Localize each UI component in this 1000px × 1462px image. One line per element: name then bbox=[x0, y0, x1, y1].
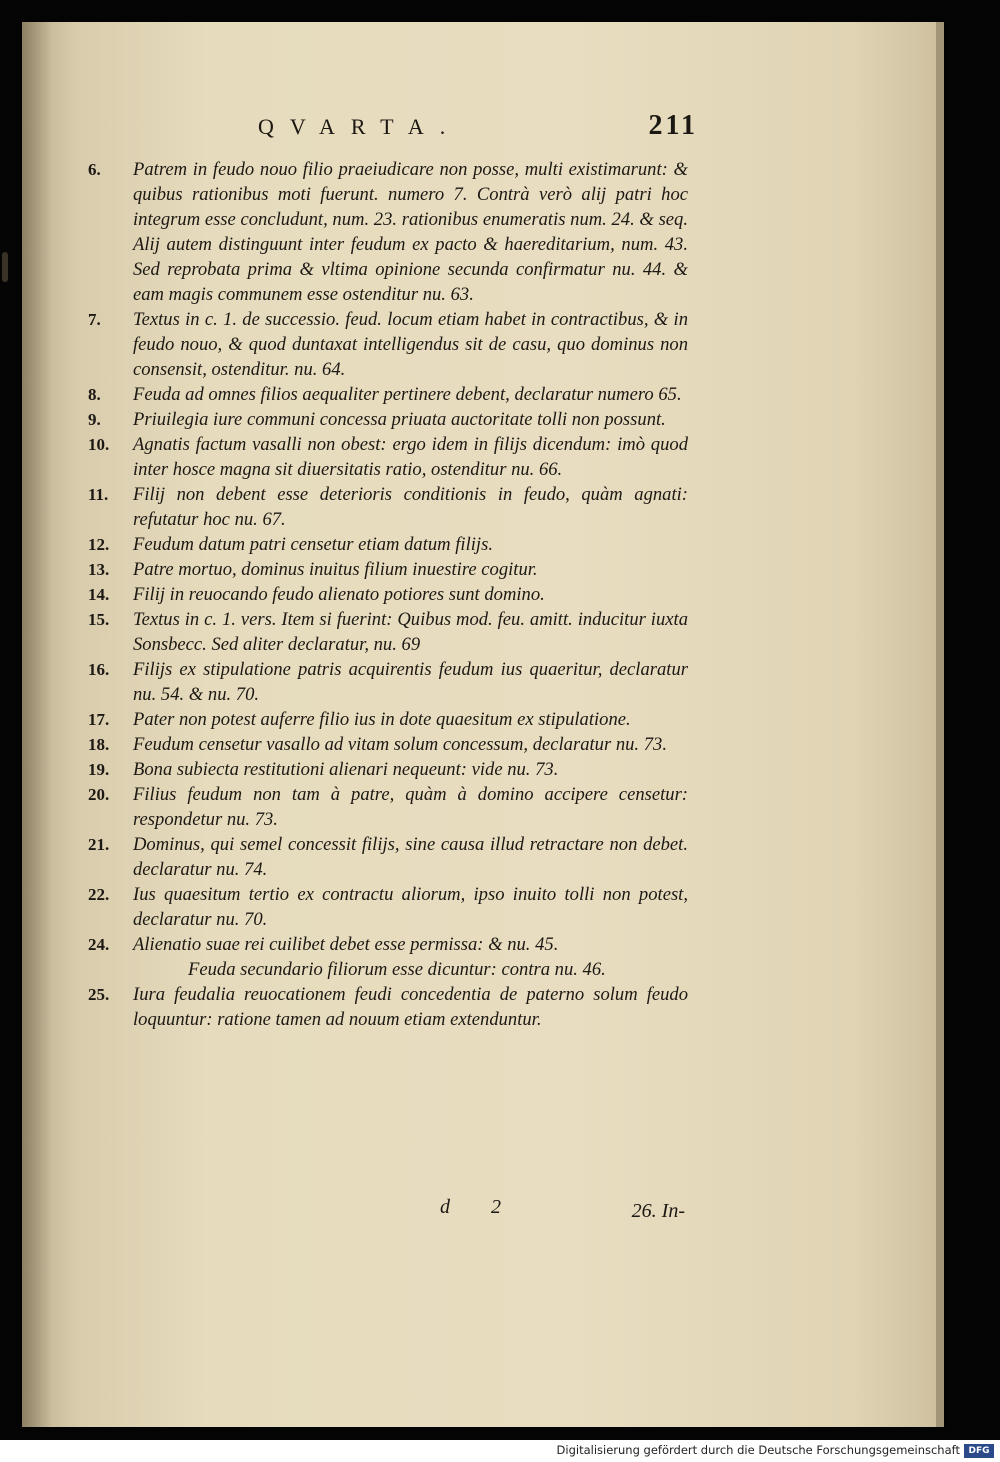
entry-text: Textus in c. 1. vers. Item si fuerint: Quibus mod. feu. amitt. inducitur iuxta Sonsbecc. Sed aliter declaratur, nu. 69 bbox=[133, 609, 688, 655]
entry-number: 15. bbox=[88, 610, 110, 629]
entry-number: 17. bbox=[88, 710, 110, 729]
page-header bbox=[258, 110, 698, 154]
entry-number: 25. bbox=[88, 985, 110, 1004]
index-entry bbox=[88, 157, 688, 307]
entry-number: 14. bbox=[88, 585, 110, 604]
index-entry bbox=[88, 307, 688, 382]
entry-text: Feuda ad omnes filios aequaliter pertinere debent, declaratur numero 65. bbox=[133, 384, 682, 405]
index-entry bbox=[88, 782, 688, 832]
index-entry bbox=[88, 882, 688, 932]
entry-number: 7. bbox=[88, 310, 101, 329]
entry-number: 11. bbox=[88, 485, 109, 504]
entry-number: 8. bbox=[88, 385, 101, 404]
entry-number: 18. bbox=[88, 735, 110, 754]
entry-text: Iura feudalia reuocationem feudi concedentia de paterno solum feudo loquuntur: ratione tamen ad nouum etiam extenduntur. bbox=[133, 984, 688, 1030]
entry-number: 19. bbox=[88, 760, 110, 779]
entry-text: Feudum censetur vasallo ad vitam solum concessum, declaratur nu. 73. bbox=[133, 734, 667, 755]
index-entry bbox=[88, 382, 688, 407]
running-title: QVARTA. bbox=[258, 114, 462, 139]
entry-text: Filijs ex stipulatione patris acquirentis feudum ius quaeritur, declaratur nu. 54. & nu. 70. bbox=[133, 659, 688, 705]
index-entry bbox=[88, 407, 688, 432]
index-entry bbox=[88, 832, 688, 882]
index-entry bbox=[88, 482, 688, 532]
entry-text: Filij non debent esse deterioris conditionis in feudo, quàm agnati: refutatur hoc nu. 67. bbox=[133, 484, 688, 530]
entry-text: Filij in reuocando feudo alienato potiores sunt domino. bbox=[133, 584, 545, 605]
entry-number: 24. bbox=[88, 935, 110, 954]
dfg-logo-icon: DFG bbox=[964, 1444, 994, 1458]
gutter-shadow bbox=[22, 22, 52, 1427]
binding-mark bbox=[2, 252, 8, 282]
subentry-text: Feuda secundario filiorum esse dicuntur: contra nu. 46. bbox=[188, 959, 606, 980]
catchword: 26. In- bbox=[631, 1200, 685, 1222]
index-entry bbox=[88, 607, 688, 657]
page-edge bbox=[936, 22, 944, 1427]
index-entry bbox=[88, 732, 688, 757]
entry-text: Bona subiecta restitutioni alienari nequeunt: vide nu. 73. bbox=[133, 759, 559, 780]
entry-text: Alienatio suae rei cuilibet debet esse permissa: & nu. 45. bbox=[133, 934, 559, 955]
entry-text: Pater non potest auferre filio ius in dote quaesitum ex stipulatione. bbox=[133, 709, 631, 730]
index-entry bbox=[88, 432, 688, 482]
entry-number: 16. bbox=[88, 660, 110, 679]
dfg-footer-bar bbox=[0, 1440, 1000, 1462]
entry-text: Patre mortuo, dominus inuitus filium inuestire cogitur. bbox=[133, 559, 538, 580]
index-entry bbox=[88, 657, 688, 707]
signature-mark: d 2 bbox=[440, 1196, 519, 1218]
dfg-notice: Digitalisierung gefördert durch die Deutsche Forschungsgemeinschaft bbox=[556, 1443, 960, 1457]
index-entry bbox=[88, 582, 688, 607]
entry-number: 12. bbox=[88, 535, 110, 554]
index-entry bbox=[88, 707, 688, 732]
entry-number: 9. bbox=[88, 410, 101, 429]
index-entry bbox=[88, 932, 688, 957]
page-footer bbox=[440, 1196, 685, 1226]
index-entry bbox=[88, 557, 688, 582]
index-entry bbox=[88, 757, 688, 782]
entry-number: 21. bbox=[88, 835, 110, 854]
entry-text: Textus in c. 1. de successio. feud. locum etiam habet in contractibus, & in feudo nouo, & quod duntaxat intelligendus sit de casu, quo dominus non consensit, ostenditur. nu. 64. bbox=[133, 309, 688, 380]
entry-text: Patrem in feudo nouo filio praeiudicare non posse, multi existimarunt: & quibus rationibus moti fuerunt. numero 7. Contrà verò alij patri hoc integrum esse concludunt, num. 23. rationibus enumeratis num. 24. & seq. Alij autem distinguunt inter feudum ex pacto & haereditarium, num. 43. Sed reprobata prima & vltima opinione secunda confirmatur nu. 44. & eam magis communem esse ostenditur nu. 63. bbox=[133, 159, 688, 305]
entry-text: Priuilegia iure communi concessa priuata auctoritate tolli non possunt. bbox=[133, 409, 666, 430]
index-entry bbox=[88, 532, 688, 557]
entry-text: Filius feudum non tam à patre, quàm à domino accipere censetur: respondetur nu. 73. bbox=[133, 784, 688, 830]
index-entries bbox=[88, 157, 688, 1032]
entry-text: Ius quaesitum tertio ex contractu aliorum, ipso inuito tolli non potest, declaratur nu. 70. bbox=[133, 884, 688, 930]
entry-number: 10. bbox=[88, 435, 110, 454]
page-number: 211 bbox=[648, 110, 698, 141]
entry-number: 6. bbox=[88, 160, 101, 179]
entry-text: Feudum datum patri censetur etiam datum filijs. bbox=[133, 534, 493, 555]
entry-number: 20. bbox=[88, 785, 110, 804]
index-entry bbox=[88, 982, 688, 1032]
entry-number: 22. bbox=[88, 885, 110, 904]
entry-number: 13. bbox=[88, 560, 110, 579]
entry-text: Dominus, qui semel concessit filijs, sine causa illud retractare non debet. declaratur nu. 74. bbox=[133, 834, 688, 880]
entry-text: Agnatis factum vasalli non obest: ergo idem in filijs dicendum: imò quod inter hosce magna sit diuersitatis ratio, ostenditur nu. 66. bbox=[133, 434, 688, 480]
index-subentry bbox=[88, 957, 688, 982]
